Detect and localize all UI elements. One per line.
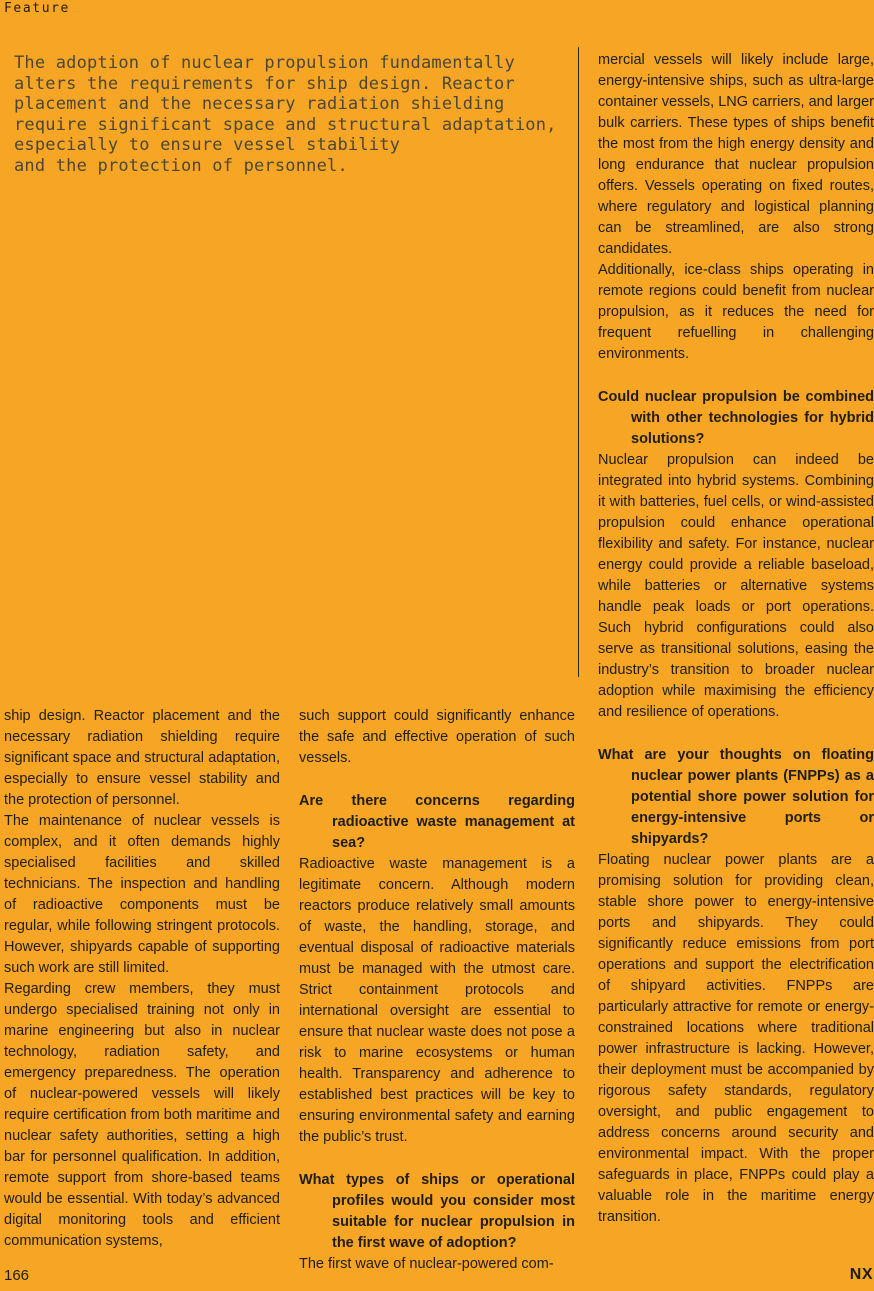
pull-quote-line: require significant space and structural adaptation, [14,114,557,135]
paragraph: Radioactive waste management is a legitimate concern. Although modern reactors produce relatively small amounts of waste, the handling, storage, and eventual disposal of radioactive materials must be managed with the utmost care. Strict containment protocols and international oversight are essential to ensure that nuclear waste does not pose a risk to marine ecosystems or human health. Transparency and adherence to established best practices will be key to ensuring environmental safety and earning the public’s trust. [299,856,575,1145]
column-right [598,50,874,1228]
pull-quote-line: and the protection of personnel. [14,155,348,176]
pull-quote-line: The adoption of nuclear propulsion fundamentally [14,53,515,73]
interview-question: What types of ships or operational profiles would you consider most suitable for nuclear propulsion in the first wave of adoption? [299,1172,575,1251]
paragraph: The first wave of nuclear-powered com- [299,1256,554,1272]
interview-question: Are there concerns regarding radioactive waste management at sea? [299,793,575,851]
paragraph: ship design. Reactor placement and the necessary radiation shielding require significant space and structural adaptation, especially to ensure vessel stability and the protection of personnel. [4,708,280,808]
pull-quote-line: placement and the necessary radiation shielding [14,94,505,115]
interview-question: Could nuclear propulsion be combined with other technologies for hybrid solutions? [598,389,874,447]
paragraph: such support could significantly enhance the safe and effective operation of such vessels. [299,708,575,766]
paragraph: Regarding crew members, they must undergo specialised training not only in marine engineering but also in nuclear technology, radiation safety, and emergency preparedness. The operation of nuclear-powered vessels will likely require certification from both maritime and nuclear safety authorities, setting a high bar for personnel qualification. In addition, remote support from shore-based teams would be essential. With today’s advanced digital monitoring tools and efficient communication systems, [4,981,280,1249]
paragraph: Additionally, ice-class ships operating in remote regions could benefit from nuclear propulsion, as it reduces the need for frequent refuelling in challenging environments. [598,262,874,362]
paragraph: Floating nuclear power plants are a promising solution for providing clean, stable shore power to energy-intensive ports and shipyards. They could significantly reduce emissions from port operations and support the electrification of shipyard activities. FNPPs are particularly attractive for remote or energy-constrained locations where traditional power infrastructure is lacking. However, their deployment must be accompanied by rigorous safety standards, regulatory oversight, and public engagement to address concerns around security and environmental impact. With the proper safeguards in place, FNPPs could play a valuable role in the maritime energy transition. [598,852,874,1225]
paragraph: Nuclear propulsion can indeed be integrated into hybrid systems. Combining it with batteries, fuel cells, or wind-assisted propulsion could enhance operational flexibility and safety. For instance, nuclear energy could provide a reliable baseload, while batteries or alternative systems handle peak loads or port operations. Such hybrid configurations could also serve as transitional solutions, easing the industry’s transition to broader nuclear adoption while maximising the efficiency and resilience of operations. [598,452,874,720]
interview-question: What are your thoughts on floating nuclear power plants (FNPPs) as a potential shore power solution for energy-intensive ports or shipyards? [598,747,874,847]
page-number: 166 [4,1267,30,1284]
column-middle [299,706,575,1275]
column-divider [578,47,579,677]
feature-label: Feature [4,1,70,16]
paragraph: The maintenance of nuclear vessels is complex, and it often demands highly specialised facilities and skilled technicians. The inspection and handling of radioactive components must be regular, while following stringent protocols. However, shipyards capable of supporting such work are still limited. [4,813,280,976]
publication-logo: NX [849,1266,873,1283]
column-left [4,706,280,1252]
pull-quote-line: especially to ensure vessel stability [14,135,401,156]
paragraph: mercial vessels will likely include large, energy-intensive ships, such as ultra-large container vessels, LNG carriers, and larger bulk carriers. These types of ships benefit the most from the high energy density and long endurance that nuclear propulsion offers. Vessels operating on fixed routes, where regulatory and logistical planning can be streamlined, are also strong candidates. [598,52,874,257]
pull-quote-line: alters the requirements for ship design. Reactor [14,73,515,94]
pull-quote [14,53,557,177]
